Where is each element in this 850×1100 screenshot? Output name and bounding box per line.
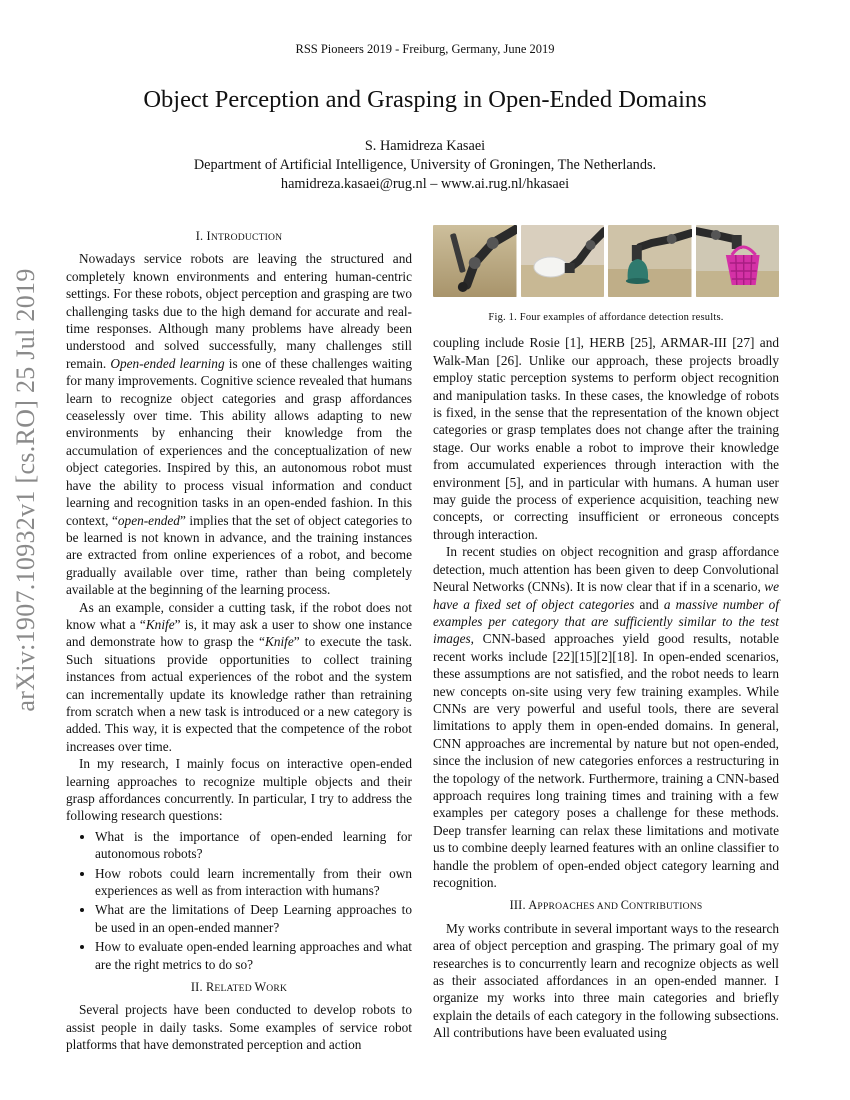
gripper-plate-image (521, 225, 605, 297)
list-item: • What is the importance of open-ended learning for autonomous robots? (95, 828, 412, 863)
related-paragraph-3: In recent studies on object recognition and grasp affordance detection, much attention has been given to deep Convolutional Neural Networks (CNNs). It is now clear that if in a scenario, we have a fixed set of object categories and a massive number of examples per category that are sufficiently similar to the test images, CNN-based approaches yield good results, notable recent works include [22][15][2][18]. In open-ended scenarios, these assumptions are not satisfied, and the robot needs to learn new concepts on-site using very few training examples. While CNNs are very powerful and useful tools, there are several limitations to apply them in open-ended domains. In general, CNN approaches are incremental by nature but not open-ended, since the inclusion of new categories enforces a restructuring in the topology of the network. Furthermore, training a CNN-based approach requires long training times and training with a few examples per category poses a challenge for these methods. Deep transfer learning can relax these limitations and motivate us to combine deeply learned features with an online classifier to handle the problem of open-ended object category learning and recognition. (433, 544, 780, 890)
conference-header: RSS Pioneers 2019 - Freiburg, Germany, June 2019 (295, 42, 555, 56)
list-item: • What are the limitations of Deep Learning approaches to be used in an open-ended manner? (95, 901, 412, 936)
intro-paragraph-2: As an example, consider a cutting task, if the robot does not know what a “Knife” is, it may ask a user to show one instance and demonstrate how to grasp the “Knife” to execute the task. Such situations provide opportunities to collect training instances from actual experiences of the robot and the system can incrementally update its knowledge rather than retraining from scratch when a new task is introduced or a new category is added. This way, it is expected that the competence of the robot increases over time. (66, 599, 412, 754)
arxiv-stamp-text: arXiv:1907.10932v1 [cs.RO] 25 Jul 2019 (11, 268, 40, 712)
section-heading-related-work: II. RELATED WORK (190, 980, 288, 995)
right-column (433, 225, 779, 1042)
intro-paragraph-3: In my research, I mainly focus on interactive open-ended learning approaches to recognize multiple objects and their grasp affordances concurrently. In particular, I try to address the following research questions: (66, 756, 412, 824)
author-name: S. Hamidreza Kasaei (364, 138, 486, 154)
intro-paragraph-1: Nowadays service robots are leaving the structured and completely known environments and entering human-centric settings. For these robots, object perception and grasping are two challenging tasks due to the high demand for accurate and real-time responses. Although many problems have already been understood and solved successfully, many challenges still remain. Open-ended learning is one of these challenges waiting for many improvements. Cognitive science revealed that humans learn to recognize object categories and grasp affordances ceaselessly over time. This ability allows adapting to new environments by enhancing their knowledge from the accumulation of experiences and the conceptualization of new object categories. Inspired by this, an autonomous robot must have the ability to process visual information and conduct learning and recognition tasks in an open-ended fashion. In this context, “open-ended” implies that the set of object categories to be learned is not known in advance, and the training instances are extracted from online experiences of a robot, and become gradually available over time, rather than being completely available at the beginning of the learning process. (66, 251, 413, 598)
figure-panel-3 (608, 225, 692, 297)
author-contact: hamidreza.kasaei@rug.nl – www.ai.rug.nl/hkasaei (280, 176, 570, 192)
section-heading-approaches: III. APPROACHES AND CONTRIBUTIONS (509, 898, 703, 913)
gripper-green-object-image (608, 225, 692, 297)
related-paragraph-1: Several projects have been conducted to develop robots to assist people in daily tasks. Some examples of service robot platforms that have demonstrated perception and action (66, 1002, 412, 1053)
figure-panel-1 (433, 225, 517, 297)
list-item: • How robots could learn incrementally from their own experiences as well as from interaction with humans? (95, 865, 412, 900)
robot-arm-handle-image (433, 225, 517, 297)
arxiv-stamp (2, 268, 50, 712)
figure-panel-2 (521, 225, 605, 297)
gripper-pink-basket-image (696, 225, 780, 297)
section-heading-introduction: I. INTRODUCTION (195, 229, 283, 243)
figure-panel-4 (696, 225, 780, 297)
left-column (66, 228, 412, 1054)
related-paragraph-2: coupling include Rosie [1], HERB [25], ARMAR-III [27] and Walk-Man [26]. Unlike our approach, these projects broadly employ static perception systems to perform object recognition and manipulation tasks. In these cases, the knowledge of robots is fixed, in the sense that the representation of the known object categories or grasp templates does not change after the training stage. Our works enable a robot to improve their knowledge from accumulated experiences through interaction with the environment [5], and in particular with humans. A human user may guide the process of experience acquisition, teaching new concepts, or correcting insufficient or erroneous concepts through interaction. (433, 335, 779, 542)
author-affiliation: Department of Artificial Intelligence, University of Groningen, The Netherlands. (193, 157, 657, 173)
figure-1 (433, 225, 779, 297)
paper-title: Object Perception and Grasping in Open-Ended Domains (143, 86, 707, 113)
approaches-paragraph-1: My works contribute in several important ways to the research area of object perception and grasping. The primary goal of my researches is to concurrently learn and recognize objects as well as their associated affordances in an open-ended manner. I organize my works into three main categories and briefly explain the details of each category in the following subsections. All contributions have been evaluated using (433, 920, 779, 1041)
figure-caption: Fig. 1. Four examples of affordance detection results. (488, 312, 724, 323)
research-questions-list (66, 828, 412, 973)
list-item: • How to evaluate open-ended learning approaches and what are the right metrics to do so? (95, 938, 412, 973)
